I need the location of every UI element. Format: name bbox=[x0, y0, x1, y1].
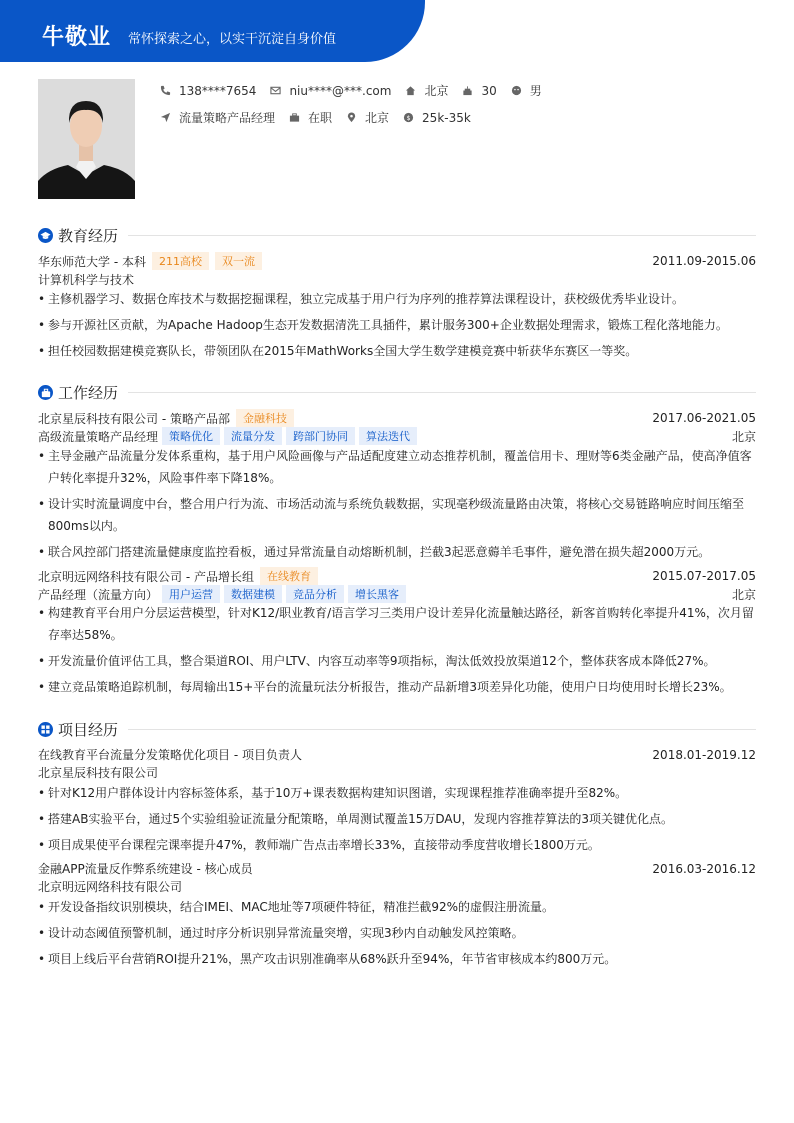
project-org-row bbox=[38, 878, 756, 895]
job-header bbox=[38, 409, 756, 427]
phone-text: 138****7654 bbox=[179, 83, 257, 98]
email-item bbox=[270, 84, 391, 98]
project-org: 北京星辰科技有限公司 bbox=[38, 766, 159, 780]
job-city: 北京 bbox=[731, 429, 756, 444]
education-header bbox=[38, 252, 756, 270]
list-item: • 参与开源社区贡献，为Apache Hadoop生态开发数据清洗工具插件，累计服务300+企业数据处理需求，锻炼工程化落地能力。 bbox=[38, 318, 728, 332]
age-text: 30 bbox=[481, 83, 497, 98]
work-title: 工作经历 bbox=[58, 384, 119, 402]
salary-text: 25k-35k bbox=[422, 110, 471, 125]
status-text: 在职 bbox=[308, 111, 333, 125]
grid-icon bbox=[38, 722, 53, 737]
list-item: • 主导金融产品流量分发体系重构，基于用户风险画像与产品适配度建立动态推荐机制，覆盖信用卡、理财等6类金融产品，使高净值客户转化率提升32%，风险事件率下降18%。 bbox=[38, 449, 752, 485]
list-item: • 构建教育平台用户分层运营模型，针对K12/职业教育/语言学习三类用户设计差异化流量触达路径，新客首购转化率提升41%，次月留存率达58%。 bbox=[38, 606, 754, 642]
job-role-row bbox=[38, 427, 756, 445]
list-item: • 设计实时流量调度中台，整合用户行为流、市场活动流与系统负载数据，实现毫秒级流量路由决策，将核心交易链路响应时间压缩至800ms以内。 bbox=[38, 497, 745, 533]
skill-tag: 算法迭代 bbox=[359, 427, 417, 445]
age-item bbox=[462, 84, 496, 98]
briefcase-icon bbox=[38, 385, 53, 400]
avatar bbox=[38, 79, 135, 199]
skill-tag: 策略优化 bbox=[162, 427, 220, 445]
school-name: 华东师范大学 - 本科 bbox=[38, 254, 146, 269]
job-role: 产品经理（流量方向） bbox=[38, 587, 159, 602]
location-item bbox=[405, 82, 448, 99]
industry-tag: 金融科技 bbox=[236, 409, 294, 427]
divider bbox=[128, 235, 756, 236]
map-pin-icon bbox=[346, 112, 357, 123]
list-item: • 开发流量价值评估工具，整合渠道ROI、用户LTV、内容互动率等9项指标，淘汰低效投放渠道12个，整体获客成本降低27%。 bbox=[38, 654, 716, 668]
education-major: 计算机科学与技术 bbox=[38, 273, 135, 287]
project-section-title bbox=[38, 719, 756, 740]
project-org: 北京明远网络科技有限公司 bbox=[38, 880, 183, 894]
skill-tag: 用户运营 bbox=[162, 585, 220, 603]
project-header bbox=[38, 860, 756, 877]
project-header bbox=[38, 746, 756, 763]
education-major-row bbox=[38, 271, 756, 288]
school-tag: 双一流 bbox=[215, 252, 262, 270]
list-item: • 联合风控部门搭建流量健康度监控看板，通过异常流量自动熔断机制，拦截3起恶意薅羊毛事件，避免潜在损失超2000万元。 bbox=[38, 545, 711, 559]
job-role-row bbox=[38, 585, 756, 603]
education-period: 2011.09-2015.06 bbox=[652, 254, 756, 268]
graduation-cap-icon bbox=[38, 228, 53, 243]
industry-tag: 在线教育 bbox=[260, 567, 318, 585]
project-title: 项目经历 bbox=[58, 721, 119, 739]
education-section-title bbox=[38, 225, 756, 246]
cake-icon bbox=[462, 85, 473, 96]
job-city: 北京 bbox=[731, 587, 756, 602]
svg-text:$: $ bbox=[406, 113, 411, 122]
education-title: 教育经历 bbox=[58, 227, 119, 245]
list-item: • 设计动态阈值预警机制，通过时序分析识别异常流量突增，实现3秒内自动触发风控策略。 bbox=[38, 926, 524, 940]
mail-icon bbox=[270, 85, 281, 96]
email-text: niu****@***.com bbox=[289, 83, 392, 98]
header-banner bbox=[0, 0, 425, 62]
skill-tag: 竞品分析 bbox=[286, 585, 344, 603]
job-period: 2017.06-2021.05 bbox=[652, 411, 756, 425]
project-name: 在线教育平台流量分发策略优化项目 - 项目负责人 bbox=[38, 748, 302, 762]
target-role-text: 流量策略产品经理 bbox=[179, 111, 276, 125]
money-icon bbox=[403, 112, 414, 123]
target-city-text: 北京 bbox=[365, 111, 390, 125]
phone-item bbox=[160, 84, 256, 98]
contact-row-2 bbox=[160, 109, 485, 126]
list-item: • 项目成果使平台课程完课率提升47%，教师端广告点击率增长33%，直接带动季度营收增长1800万元。 bbox=[38, 838, 600, 852]
candidate-name: 牛敬业 bbox=[42, 25, 112, 50]
target-role-item bbox=[160, 109, 275, 126]
gender-item bbox=[511, 82, 542, 99]
divider bbox=[128, 392, 756, 393]
briefcase-icon bbox=[289, 112, 300, 123]
phone-icon bbox=[160, 85, 171, 96]
company-name: 北京明远网络科技有限公司 - 产品增长组 bbox=[38, 569, 254, 584]
list-item: • 搭建AB实验平台，通过5个实验组验证流量分配策略，单周测试覆盖15万DAU，发现内容推荐算法的3项关键优化点。 bbox=[38, 812, 674, 826]
school-tag: 211高校 bbox=[152, 252, 209, 270]
send-icon bbox=[160, 112, 171, 123]
home-icon bbox=[405, 85, 416, 96]
candidate-slogan: 常怀探索之心，以实干沉淀自身价值 bbox=[128, 32, 337, 47]
status-item bbox=[289, 109, 332, 126]
gender-text: 男 bbox=[529, 84, 542, 98]
list-item: • 建立竞品策略追踪机制，每周输出15+平台的流量玩法分析报告，推动产品新增3项差异化功能，使用户日均使用时长增长23%。 bbox=[38, 680, 732, 694]
list-item: • 主修机器学习、数据仓库技术与数据挖掘课程，独立完成基于用户行为序列的推荐算法课程设计，获校级优秀毕业设计。 bbox=[38, 292, 685, 306]
company-name: 北京星辰科技有限公司 - 策略产品部 bbox=[38, 411, 230, 426]
project-period: 2018.01-2019.12 bbox=[652, 747, 756, 762]
project-name: 金融APP流量反作弊系统建设 - 核心成员 bbox=[38, 862, 253, 876]
list-item: • 项目上线后平台营销ROI提升21%，黑产攻击识别准确率从68%跃升至94%，年节省审核成本约800万元。 bbox=[38, 952, 617, 966]
contact-row-1 bbox=[160, 82, 556, 99]
project-period: 2016.03-2016.12 bbox=[652, 861, 756, 876]
project-org-row bbox=[38, 764, 756, 781]
job-role: 高级流量策略产品经理 bbox=[38, 429, 159, 444]
location-text: 北京 bbox=[424, 84, 449, 98]
job-header bbox=[38, 567, 756, 585]
skill-tag: 增长黑客 bbox=[348, 585, 406, 603]
list-item: • 开发设备指纹识别模块，结合IMEI、MAC地址等7项硬件特征，精准拦截92%的虚假注册流量。 bbox=[38, 900, 555, 914]
skill-tag: 数据建模 bbox=[224, 585, 282, 603]
job-period: 2015.07-2017.05 bbox=[652, 569, 756, 583]
salary-item bbox=[403, 111, 471, 125]
gender-icon bbox=[511, 85, 522, 96]
divider bbox=[128, 729, 756, 730]
skill-tag: 流量分发 bbox=[224, 427, 282, 445]
work-section-title bbox=[38, 382, 756, 403]
list-item: • 针对K12用户群体设计内容标签体系，基于10万+课表数据构建知识图谱，实现课程推荐准确率提升至82%。 bbox=[38, 786, 628, 800]
list-item: • 担任校园数据建模竞赛队长，带领团队在2015年MathWorks全国大学生数学建模竞赛中斩获华东赛区一等奖。 bbox=[38, 344, 638, 358]
skill-tag: 跨部门协同 bbox=[286, 427, 355, 445]
target-city-item bbox=[346, 109, 389, 126]
